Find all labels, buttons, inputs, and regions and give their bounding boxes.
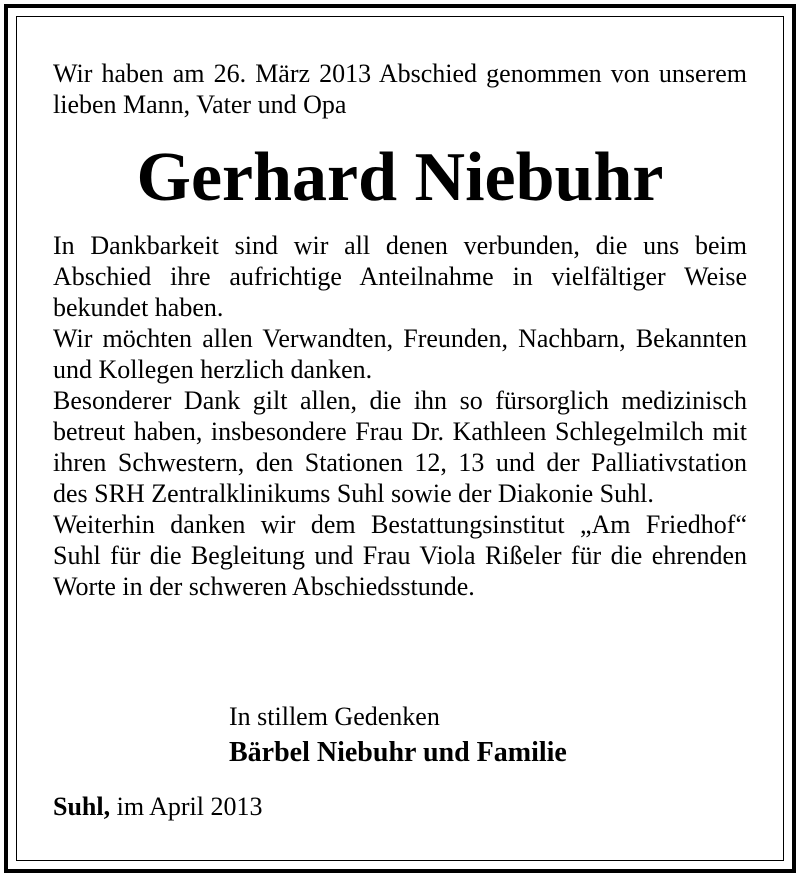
date: im April 2013 — [116, 792, 263, 821]
place-date — [53, 791, 263, 822]
signature-line-2: Bärbel Niebuhr und Familie — [229, 737, 567, 768]
place: Suhl, — [53, 792, 111, 821]
intro-text: Wir haben am 26. März 2013 Abschied genommen von unserem lieben Mann, Vater und Opa — [53, 59, 747, 119]
deceased-name: Gerhard Niebuhr — [136, 139, 664, 216]
thanks-paragraph-1: In Dankbarkeit sind wir all denen verbunden, die uns beim Abschied ihre aufrichtige Anteilnahme in vielfältiger Weise bekundet haben. — [53, 231, 747, 322]
signature-line-1: In stillem Gedenken — [229, 702, 440, 731]
thanks-paragraph-2: Wir möchten allen Verwandten, Freunden, Nachbarn, Bekannten und Kollegen herzlich danken. — [53, 324, 747, 384]
notice-content — [53, 58, 747, 602]
signature-block — [229, 701, 567, 771]
thanks-paragraph-3: Besonderer Dank gilt allen, die ihn so fürsorglich medizinisch betreut haben, insbesondere Frau Dr. Kathleen Schlegelmilch mit ihren Schwestern, den Stationen 12, 13 und der Palliativstation des SRH Zentralklinikums Suhl sowie der Diakonie Suhl. — [53, 386, 747, 508]
thanks-paragraph-4: Weiterhin danken wir dem Bestattungsinstitut „Am Friedhof“ Suhl für die Begleitung und Frau Viola Rißeler für die ehrenden Worte in der schweren Abschiedsstunde. — [53, 510, 747, 601]
